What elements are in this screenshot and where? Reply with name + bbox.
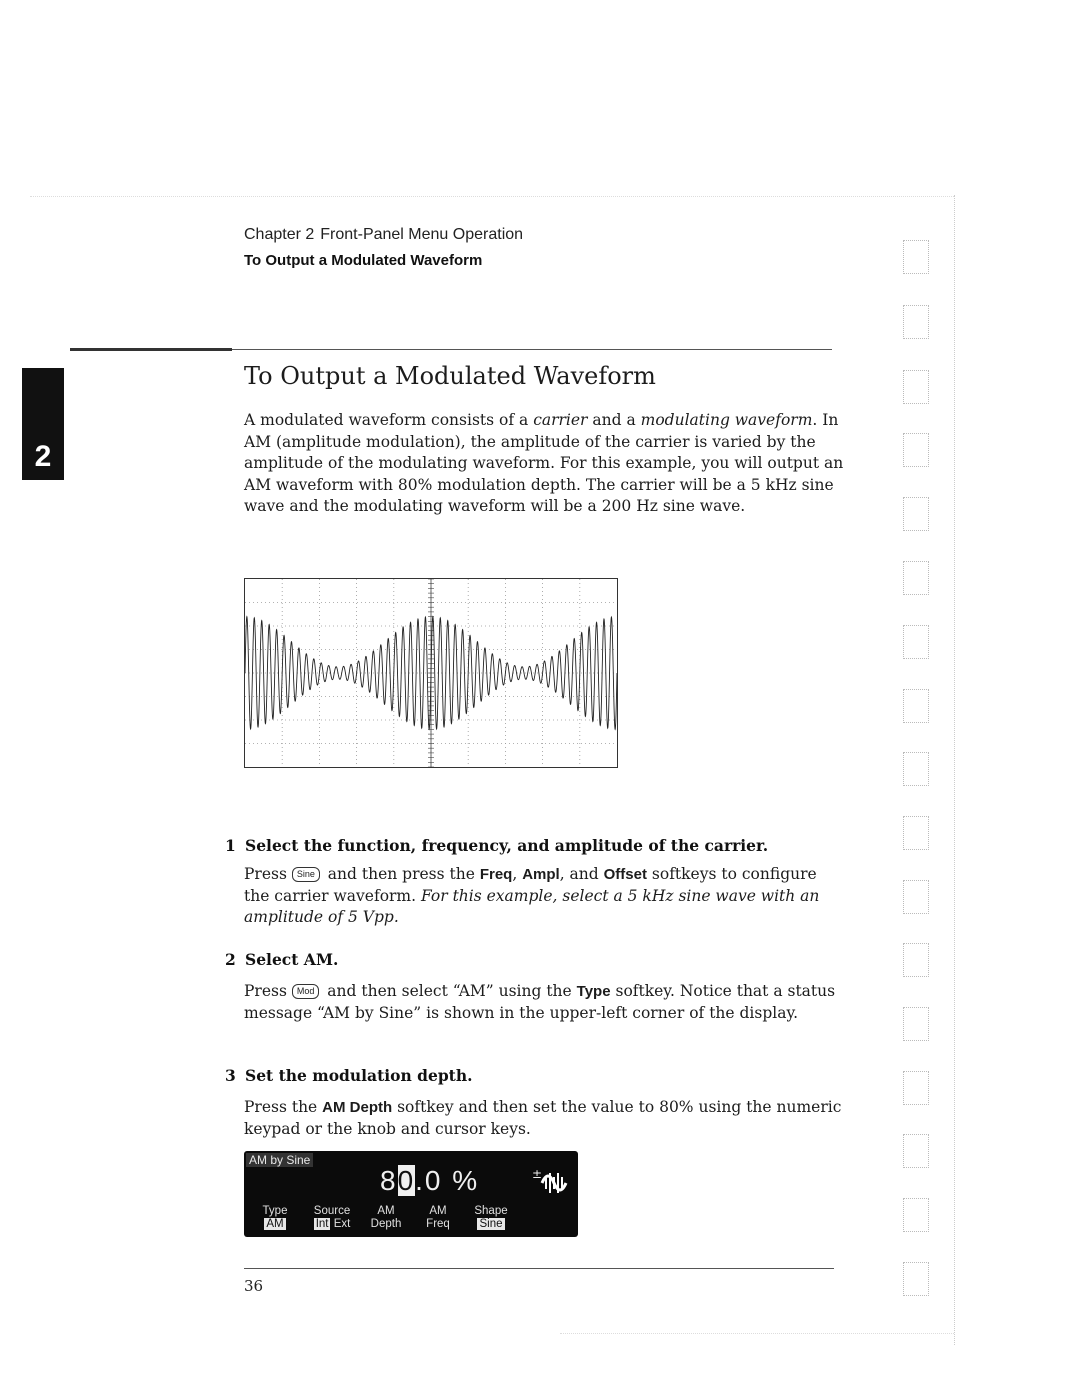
page-number: 36 bbox=[244, 1277, 264, 1295]
margin-tab-box bbox=[903, 240, 929, 274]
am-depth-softkey-ref: AM Depth bbox=[322, 1099, 393, 1116]
margin-tab-box bbox=[903, 752, 929, 786]
softkey-bar bbox=[244, 1201, 578, 1237]
display-cursor-digit: 0 bbox=[397, 1165, 416, 1196]
svg-text:±: ± bbox=[532, 1167, 543, 1181]
margin-tab-box bbox=[903, 1007, 929, 1041]
chapter-title: Front-Panel Menu Operation bbox=[320, 226, 524, 243]
margin-tab-box bbox=[903, 433, 929, 467]
right-dotted-border bbox=[954, 195, 956, 1345]
step-3-number: 3 bbox=[225, 1066, 236, 1085]
step-1-heading: 1 Select the function, frequency, and amplitude of the carrier. bbox=[225, 836, 769, 855]
softkey-am-freq[interactable]: AM Freq bbox=[426, 1205, 450, 1230]
softkey-shape[interactable]: Shape Sine bbox=[474, 1205, 508, 1230]
margin-tab-box bbox=[903, 561, 929, 595]
softkey-am-depth[interactable]: AM Depth bbox=[370, 1205, 402, 1230]
am-modulation-icon bbox=[532, 1167, 572, 1197]
margin-tab-box bbox=[903, 880, 929, 914]
type-softkey-ref: Type bbox=[576, 983, 611, 1000]
chapter-tab bbox=[22, 368, 64, 480]
offset-softkey-ref: Offset bbox=[603, 866, 647, 883]
margin-tab-box bbox=[903, 1134, 929, 1168]
margin-tab-box bbox=[903, 497, 929, 531]
mod-key[interactable]: Mod bbox=[292, 984, 320, 999]
am-waveform-figure bbox=[244, 578, 618, 768]
term-carrier: carrier bbox=[533, 411, 588, 429]
margin-tab-box bbox=[903, 1262, 929, 1296]
softkey-source[interactable]: Source Int Ext bbox=[313, 1205, 351, 1230]
margin-tab-box bbox=[903, 1198, 929, 1232]
title-rule-thick bbox=[70, 348, 232, 351]
sine-key[interactable]: Sine bbox=[292, 867, 320, 882]
am-waveform-plot bbox=[245, 579, 617, 767]
display-status-message: AM by Sine bbox=[246, 1153, 313, 1167]
step-2-number: 2 bbox=[225, 950, 236, 969]
display-value: 80.0 % bbox=[380, 1165, 480, 1196]
step-1-number: 1 bbox=[225, 836, 236, 855]
margin-tab-box bbox=[903, 816, 929, 850]
title-rule bbox=[232, 349, 832, 350]
margin-tab-box bbox=[903, 689, 929, 723]
chapter-tab-number: 2 bbox=[34, 440, 52, 473]
margin-tab-box bbox=[903, 305, 929, 339]
term-modulating: modulating waveform bbox=[640, 411, 813, 429]
step-3-heading: 3 Set the modulation depth. bbox=[225, 1066, 473, 1085]
step-3-text: Press the AM Depth softkey and then set the value to 80% using the numeric keypad or the knob and cursor keys. bbox=[244, 1098, 842, 1138]
margin-tab-box bbox=[903, 625, 929, 659]
footer-rule bbox=[244, 1268, 834, 1269]
section-header: To Output a Modulated Waveform bbox=[244, 252, 483, 269]
running-header bbox=[244, 226, 523, 244]
margin-tab-box bbox=[903, 370, 929, 404]
step-2-text: Press Mod and then select “AM” using the Type softkey. Notice that a status message “AM by Sine” is shown in the upper-left corner of the display. bbox=[244, 982, 836, 1022]
freq-softkey-ref: Freq bbox=[479, 866, 513, 883]
chapter-label: Chapter 2 bbox=[244, 226, 315, 243]
step-1-text: Press Sine and then press the Freq, Ampl, and Offset softkeys to configure the carrier waveform. For this example, select a 5 kHz sine wave with an amplitude of 5 Vpp. bbox=[244, 865, 820, 926]
top-dotted-border bbox=[30, 196, 954, 197]
margin-tab-box bbox=[903, 943, 929, 977]
bottom-dotted-border bbox=[560, 1333, 954, 1334]
softkey-type[interactable]: Type AM bbox=[262, 1205, 288, 1230]
intro-paragraph: A modulated waveform consists of a carrier and a modulating waveform. In AM (amplitude modulation), the amplitude of the carrier is varied by the amplitude of the modulating waveform. For this example, you will output an AM waveform with 80% modulation depth. The carrier will be a 5 kHz sine wave and the modulating waveform will be a 200 Hz sine wave. bbox=[244, 411, 844, 515]
instrument-display bbox=[244, 1151, 578, 1237]
ampl-softkey-ref: Ampl bbox=[522, 866, 560, 883]
step-2-heading: 2 Select AM. bbox=[225, 950, 339, 969]
margin-tab-box bbox=[903, 1071, 929, 1105]
page-title: To Output a Modulated Waveform bbox=[244, 362, 656, 390]
